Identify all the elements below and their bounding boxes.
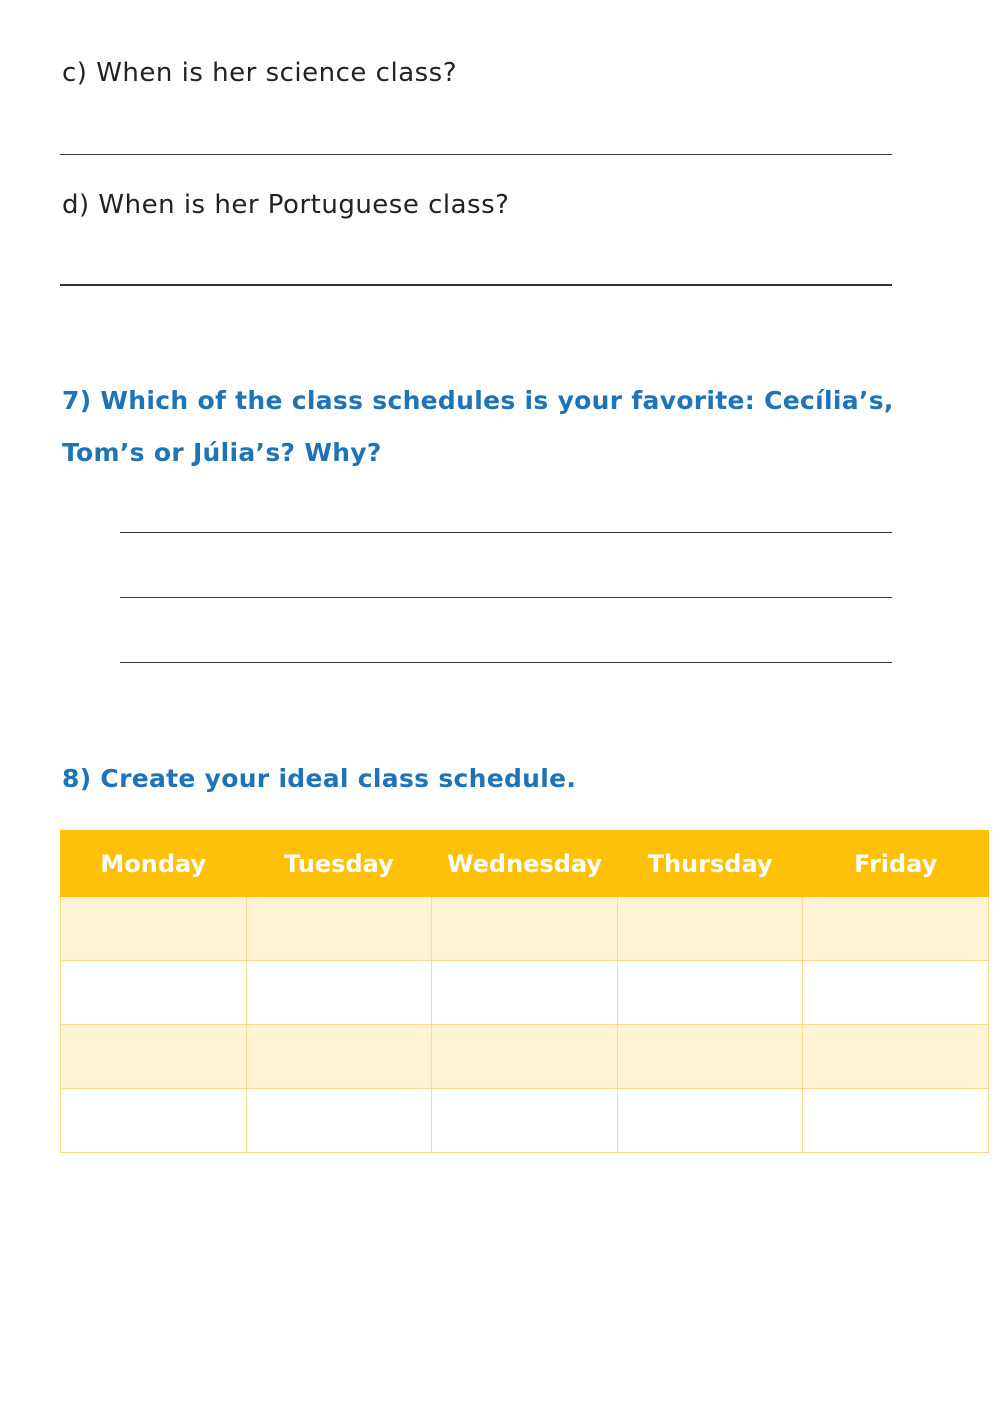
schedule-cell[interactable] (61, 961, 247, 1025)
schedule-cell[interactable] (617, 1089, 803, 1153)
schedule-cell[interactable] (617, 897, 803, 961)
answer-line-7-3[interactable] (120, 662, 892, 663)
schedule-cell[interactable] (246, 897, 432, 961)
schedule-cell[interactable] (803, 961, 989, 1025)
schedule-row (61, 1089, 989, 1153)
schedule-row (61, 897, 989, 961)
schedule-header-row (61, 831, 989, 897)
schedule-row (61, 961, 989, 1025)
question-8-title: 8) Create your ideal class schedule. (62, 764, 577, 793)
schedule-cell[interactable] (61, 897, 247, 961)
schedule-cell[interactable] (617, 961, 803, 1025)
schedule-cell[interactable] (432, 961, 618, 1025)
question-d: d) When is her Portuguese class? (62, 190, 510, 220)
schedule-cell[interactable] (803, 897, 989, 961)
day-header-tuesday: Tuesday (246, 831, 432, 897)
schedule-cell[interactable] (246, 1025, 432, 1089)
answer-line-7-1[interactable] (120, 532, 892, 533)
answer-line-d[interactable] (60, 284, 892, 286)
schedule-cell[interactable] (617, 1025, 803, 1089)
day-header-monday: Monday (61, 831, 247, 897)
schedule-cell[interactable] (803, 1025, 989, 1089)
schedule-cell[interactable] (803, 1089, 989, 1153)
schedule-cell[interactable] (432, 897, 618, 961)
day-header-wednesday: Wednesday (432, 831, 618, 897)
schedule-cell[interactable] (246, 1089, 432, 1153)
schedule-cell[interactable] (432, 1089, 618, 1153)
schedule-row (61, 1025, 989, 1089)
answer-line-c[interactable] (60, 154, 892, 155)
schedule-cell[interactable] (61, 1025, 247, 1089)
day-header-friday: Friday (803, 831, 989, 897)
schedule-table (60, 830, 989, 1153)
answer-line-7-2[interactable] (120, 597, 892, 598)
day-header-thursday: Thursday (617, 831, 803, 897)
schedule-cell[interactable] (246, 961, 432, 1025)
question-7-line-2: Tom’s or Júlia’s? Why? (62, 438, 382, 467)
schedule-cell[interactable] (432, 1025, 618, 1089)
question-c: c) When is her science class? (62, 58, 458, 88)
question-7-line-1: 7) Which of the class schedules is your favorite: Cecília’s, (62, 386, 894, 415)
schedule-cell[interactable] (61, 1089, 247, 1153)
